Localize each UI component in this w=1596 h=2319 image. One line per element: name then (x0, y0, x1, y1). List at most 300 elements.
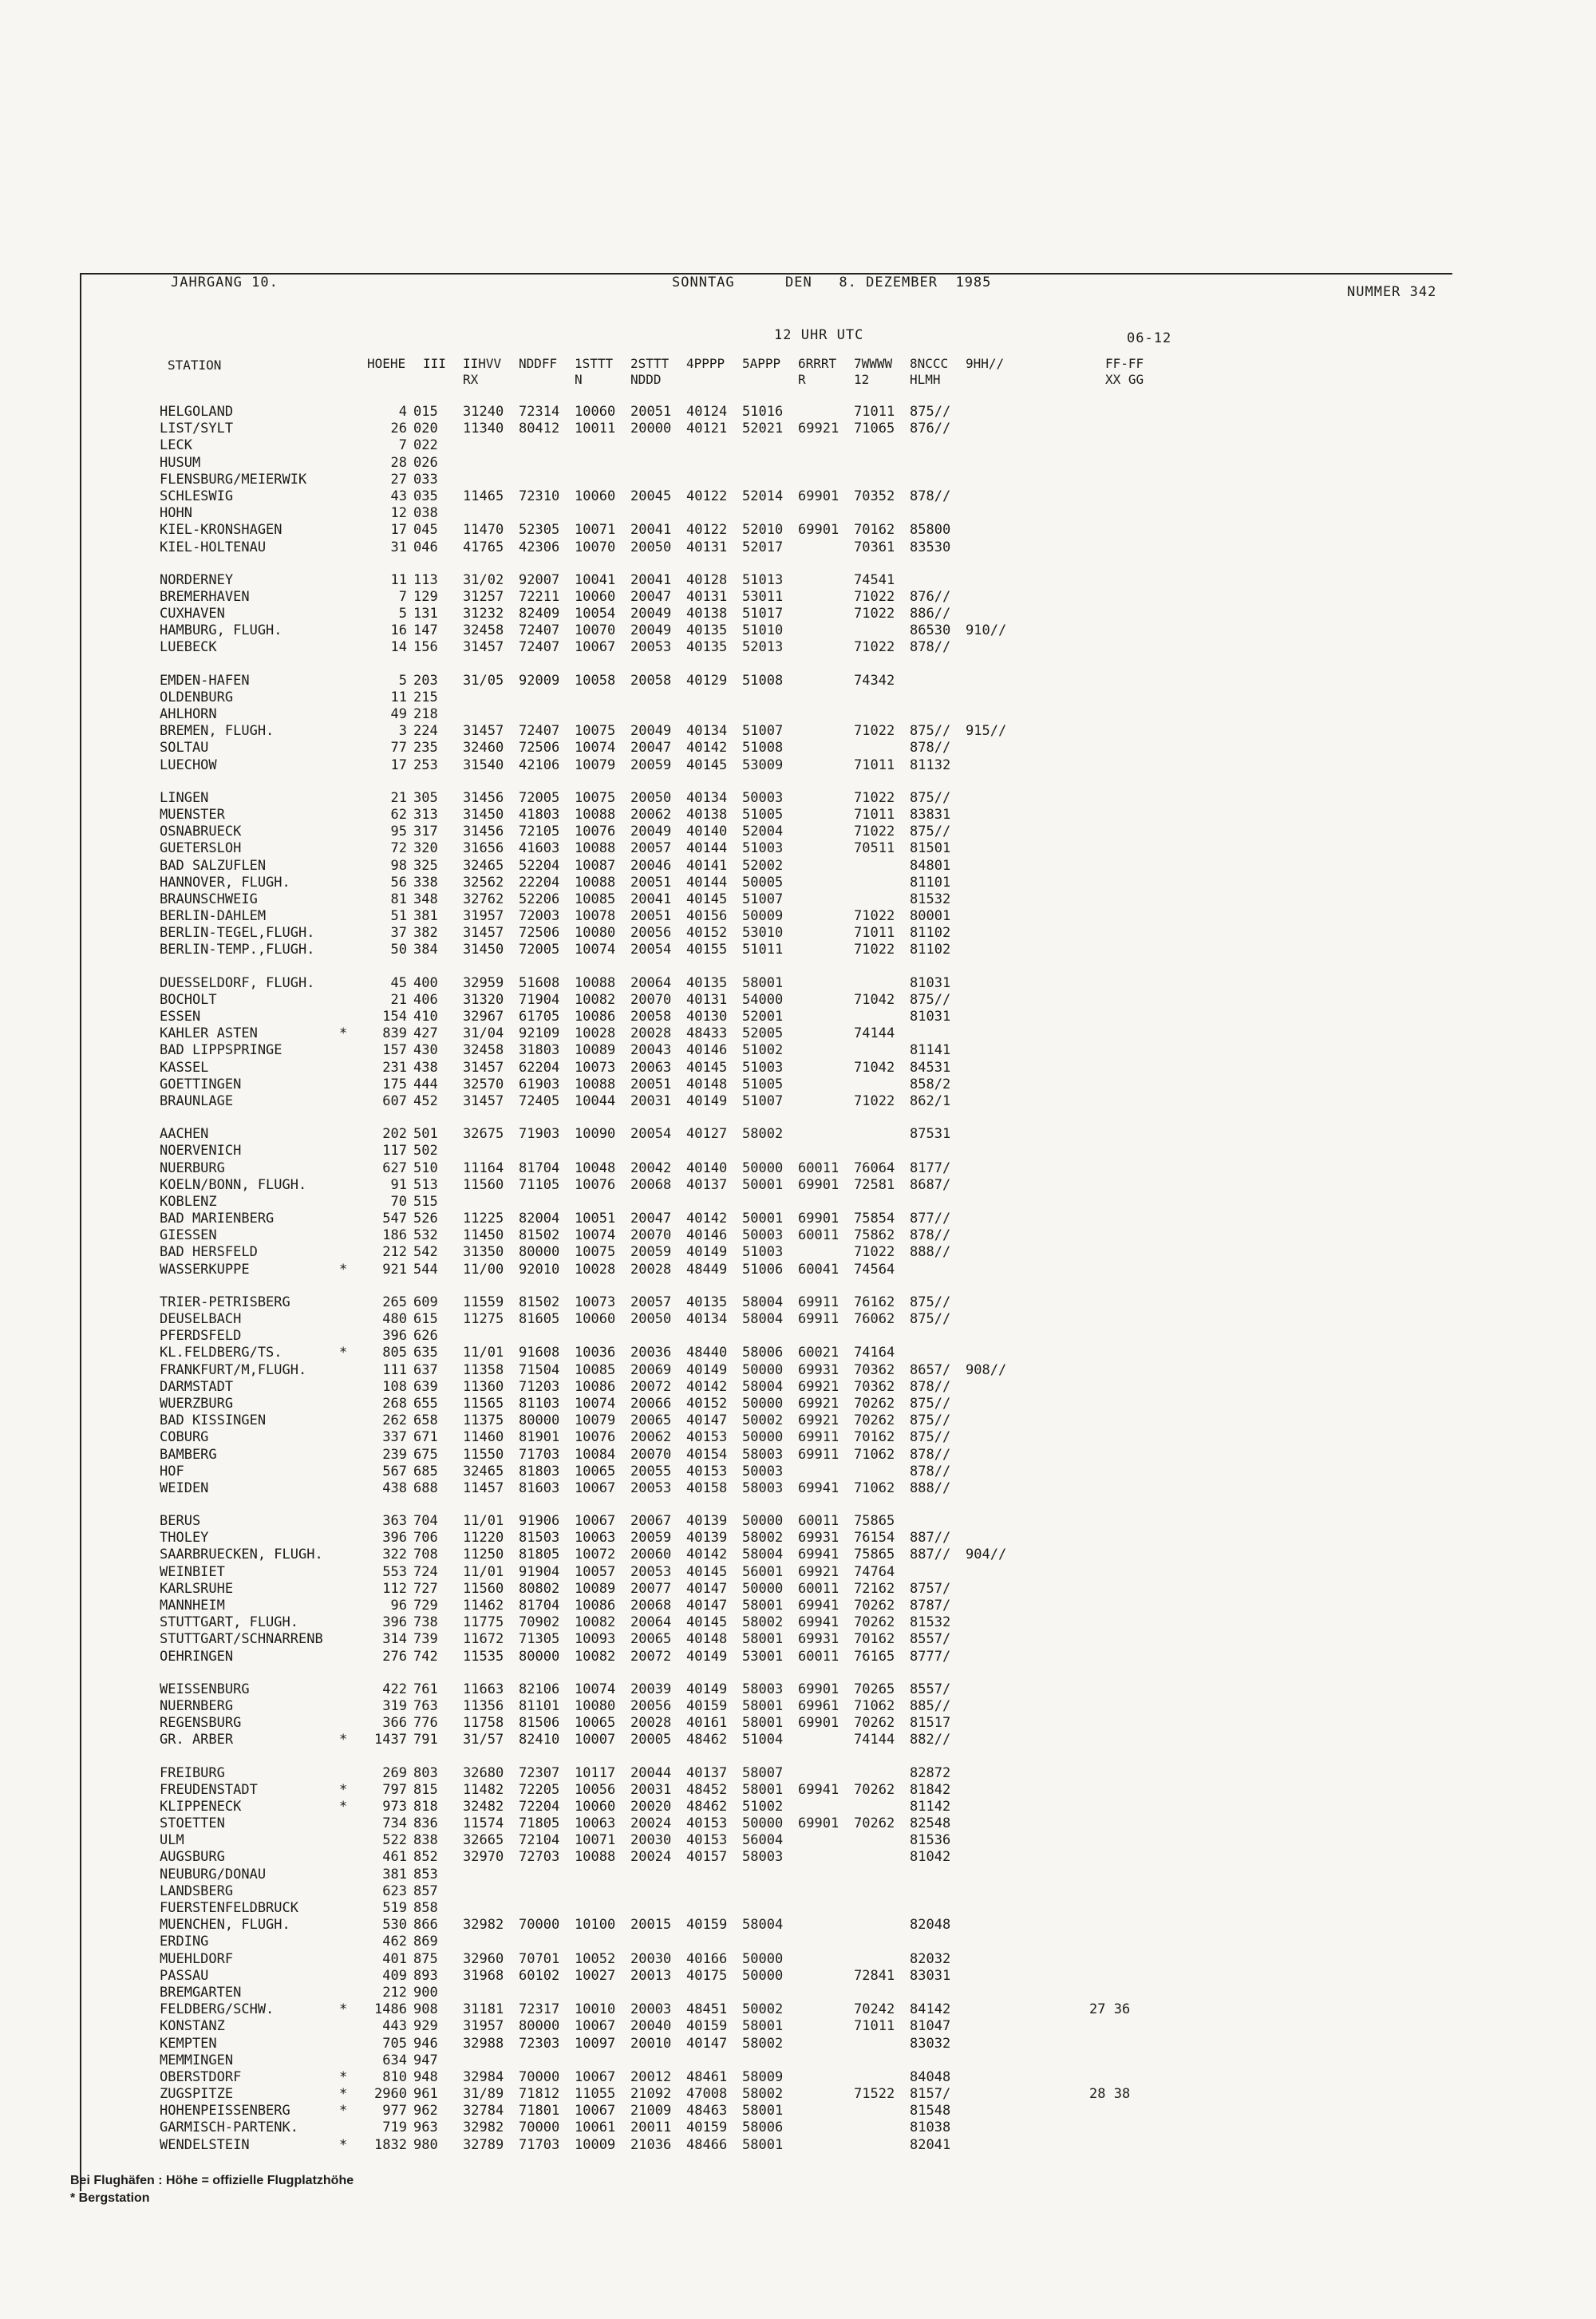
group-5: 40175 (686, 1967, 728, 1984)
group-2: 91904 (519, 1563, 560, 1580)
group-8: 75854 (854, 1211, 895, 1227)
group-5: 40131 (686, 588, 728, 605)
group-1: 11460 (463, 1429, 504, 1446)
group-8: 74764 (854, 1563, 895, 1580)
group-1: 11470 (463, 522, 504, 539)
group-6: 52013 (742, 639, 784, 656)
station-id: 544 (413, 1261, 438, 1278)
group-2: 41603 (519, 840, 560, 857)
group-6: 50001 (742, 1176, 784, 1193)
group-4: 20010 (630, 2035, 672, 2052)
group-4: 20047 (630, 740, 672, 757)
group-2: 72317 (519, 2001, 560, 2018)
group-4: 21036 (630, 2136, 672, 2153)
group-3: 10067 (575, 1479, 616, 1496)
group-6: 50003 (742, 1463, 784, 1479)
station-height: 422 (382, 1681, 407, 1697)
group-5: 40135 (686, 622, 728, 639)
group-1: 11450 (463, 1227, 504, 1244)
station-height: 154 (382, 1009, 407, 1025)
group-3: 10075 (575, 723, 616, 740)
group-3: 10082 (575, 991, 616, 1008)
station-id: 129 (413, 588, 438, 605)
table-row (160, 2069, 1357, 2086)
table-row (160, 1379, 1357, 1396)
group-2: 72407 (519, 639, 560, 656)
column-2sttt: 2STTT NDDD (630, 356, 670, 387)
group-8: 71062 (854, 1446, 895, 1463)
group-1: 32458 (463, 622, 504, 639)
table-row (160, 421, 1357, 437)
group-3: 10086 (575, 1378, 616, 1395)
group-3: 10072 (575, 1547, 616, 1563)
station-height: 17 (390, 522, 407, 539)
station-name: BAD MARIENBERG (160, 1211, 275, 1227)
group-9: 878// (910, 1227, 951, 1244)
station-height: 12 (390, 505, 407, 522)
group-2: 80000 (519, 1244, 560, 1261)
group-1: 11/01 (463, 1563, 504, 1580)
table-row (160, 522, 1357, 539)
station-name: HOHENPEISSENBERG (160, 2103, 290, 2119)
table-row (160, 1631, 1357, 1648)
station-id: 253 (413, 757, 438, 773)
mountain-marker: * (339, 1798, 348, 1815)
group-2: 70701 (519, 1950, 560, 1967)
group-5: 47008 (686, 2086, 728, 2103)
group-6: 51005 (742, 806, 784, 823)
table-row (160, 740, 1357, 757)
group-3: 10067 (575, 2018, 616, 2035)
group-1: 31656 (463, 840, 504, 857)
group-3: 11055 (575, 2086, 616, 2103)
group-6: 58004 (742, 1378, 784, 1395)
group-9: 876// (910, 588, 951, 605)
group-9: 81548 (910, 2103, 951, 2119)
station-name: BREMERHAVEN (160, 588, 250, 605)
group-7: 60021 (798, 1345, 839, 1361)
table-row (160, 505, 1357, 522)
group-1: 11775 (463, 1614, 504, 1631)
group-3: 10086 (575, 1009, 616, 1025)
station-name: STUTTGART/SCHNARRENB (160, 1631, 323, 1648)
group-1: 11535 (463, 1648, 504, 1665)
group-4: 20064 (630, 1614, 672, 1631)
group-2: 81605 (519, 1311, 560, 1327)
group-4: 20077 (630, 1580, 672, 1597)
group-5: 40139 (686, 1530, 728, 1547)
table-row (160, 488, 1357, 505)
station-id: 526 (413, 1211, 438, 1227)
group-3: 10058 (575, 672, 616, 689)
group-9: 81101 (910, 874, 951, 891)
station-name: DEUSELBACH (160, 1311, 242, 1327)
group-1: 32482 (463, 1798, 504, 1815)
group-1: 31/04 (463, 1025, 504, 1042)
group-1: 11225 (463, 1211, 504, 1227)
group-4: 20030 (630, 1832, 672, 1849)
station-name: WEISSENBURG (160, 1681, 250, 1697)
table-row (160, 1177, 1357, 1194)
group-1: 11/01 (463, 1345, 504, 1361)
station-name: KASSEL (160, 1059, 209, 1076)
group-5: 48440 (686, 1345, 728, 1361)
table-row (160, 1564, 1357, 1581)
group-3: 10088 (575, 840, 616, 857)
group-8: 70262 (854, 1395, 895, 1412)
group-9: 84048 (910, 2068, 951, 2085)
station-height: 117 (382, 1143, 407, 1160)
station-height: 3 (398, 723, 407, 740)
group-3: 10093 (575, 1631, 616, 1648)
group-5: 40161 (686, 1715, 728, 1732)
group-6: 51003 (742, 1244, 784, 1261)
table-row (160, 891, 1357, 908)
station-height: 212 (382, 1984, 407, 2001)
group-6: 58006 (742, 2119, 784, 2136)
group-4: 20046 (630, 857, 672, 874)
group-5: 48462 (686, 1732, 728, 1748)
group-2: 81502 (519, 1294, 560, 1310)
table-row (160, 539, 1357, 556)
group-9: 8557/ (910, 1631, 951, 1648)
group-5: 40159 (686, 2018, 728, 2035)
group-8: 74342 (854, 672, 895, 689)
group-2: 72104 (519, 1832, 560, 1849)
group-4: 20028 (630, 1261, 672, 1278)
group-1: 11565 (463, 1395, 504, 1412)
group-9: 81132 (910, 757, 951, 773)
table-row (160, 1815, 1357, 1832)
group-1: 11465 (463, 488, 504, 504)
station-height: 98 (390, 857, 407, 874)
group-5: 40130 (686, 1009, 728, 1025)
group-3: 10076 (575, 824, 616, 840)
group-4: 20069 (630, 1361, 672, 1378)
station-height: 96 (390, 1598, 407, 1614)
group-6: 52005 (742, 1025, 784, 1042)
group-5: 40156 (686, 908, 728, 925)
group-8: 75862 (854, 1227, 895, 1244)
station-height: 21 (390, 789, 407, 806)
station-id: 501 (413, 1126, 438, 1143)
station-height: 45 (390, 974, 407, 991)
ff-range-label: 06-12 (1127, 330, 1172, 346)
group-3: 10070 (575, 622, 616, 639)
station-height: 50 (390, 942, 407, 958)
group-3: 10074 (575, 1227, 616, 1244)
station-group (160, 673, 1357, 774)
station-name: KARLSRUHE (160, 1580, 234, 1597)
station-id: 338 (413, 874, 438, 891)
group-7: 69911 (798, 1311, 839, 1327)
table-row (160, 1765, 1357, 1782)
table-row (160, 1530, 1357, 1547)
station-group (160, 1513, 1357, 1665)
group-3: 10088 (575, 806, 616, 823)
group-2: 72314 (519, 404, 560, 420)
station-id: 320 (413, 840, 438, 857)
station-height: 51 (390, 908, 407, 925)
station-id: 452 (413, 1092, 438, 1109)
table-row (160, 1126, 1357, 1143)
station-height: 719 (382, 2119, 407, 2136)
group-9: 85800 (910, 522, 951, 539)
group-2: 72005 (519, 942, 560, 958)
station-id: 542 (413, 1244, 438, 1261)
group-5: 40146 (686, 1227, 728, 1244)
group-3: 10087 (575, 857, 616, 874)
station-height: 366 (382, 1715, 407, 1732)
group-4: 20055 (630, 1463, 672, 1479)
station-id: 875 (413, 1950, 438, 1967)
group-2: 80000 (519, 2018, 560, 2035)
group-5: 40153 (686, 1463, 728, 1479)
group-4: 20065 (630, 1631, 672, 1648)
group-3: 10088 (575, 1849, 616, 1866)
group-6: 50003 (742, 1227, 784, 1244)
station-height: 265 (382, 1294, 407, 1310)
table-row (160, 1951, 1357, 1968)
group-5: 40129 (686, 672, 728, 689)
station-name: KL.FELDBERG/TS. (160, 1345, 282, 1361)
group-9: 875// (910, 991, 951, 1008)
station-height: 522 (382, 1832, 407, 1849)
group-5: 48452 (686, 1781, 728, 1798)
column-8nccc: 8NCCC HLMH (910, 356, 949, 387)
group-1: 31257 (463, 588, 504, 605)
group-2: 72204 (519, 1798, 560, 1815)
group-5: 40134 (686, 1311, 728, 1327)
station-name: KIEL-KRONSHAGEN (160, 522, 282, 539)
group-1: 31457 (463, 723, 504, 740)
table-row (160, 1412, 1357, 1429)
station-name: MANNHEIM (160, 1598, 225, 1614)
group-1: 31/02 (463, 571, 504, 588)
station-height: 705 (382, 2035, 407, 2052)
group-8: 76064 (854, 1160, 895, 1176)
group-5: 40121 (686, 421, 728, 437)
station-name: LECK (160, 437, 192, 454)
group-4: 21092 (630, 2086, 672, 2103)
station-height: 5 (398, 672, 407, 689)
group-8: 75865 (854, 1547, 895, 1563)
station-group (160, 790, 1357, 959)
group-3: 10011 (575, 421, 616, 437)
column-hoehe: HOEHE (367, 356, 406, 371)
group-8: 71522 (854, 2086, 895, 2103)
station-height: 27 (390, 471, 407, 488)
column-iii: III (423, 356, 446, 371)
table-row (160, 472, 1357, 488)
group-9: 81042 (910, 1849, 951, 1866)
station-id: 515 (413, 1193, 438, 1210)
group-1: 31456 (463, 789, 504, 806)
group-3: 10076 (575, 1429, 616, 1446)
station-id: 438 (413, 1059, 438, 1076)
group-4: 20051 (630, 404, 672, 420)
station-name: MEMMINGEN (160, 2052, 234, 2068)
group-8: 71011 (854, 757, 895, 773)
group-1: 31540 (463, 757, 504, 773)
group-2: 72211 (519, 588, 560, 605)
group-8: 70242 (854, 2001, 895, 2018)
group-6: 51003 (742, 1059, 784, 1076)
station-height: 112 (382, 1580, 407, 1597)
group-5: 48462 (686, 1798, 728, 1815)
group-8: 72162 (854, 1580, 895, 1597)
group-7: 69901 (798, 1681, 839, 1697)
station-id: 866 (413, 1917, 438, 1934)
group-5: 40145 (686, 1614, 728, 1631)
observation-time: 12 UHR UTC (774, 327, 864, 343)
group-3: 10061 (575, 2119, 616, 2136)
table-row (160, 1883, 1357, 1900)
station-height: 62 (390, 806, 407, 823)
group-4: 20050 (630, 789, 672, 806)
group-2: 80802 (519, 1580, 560, 1597)
group-6: 51007 (742, 891, 784, 907)
station-name: CUXHAVEN (160, 606, 225, 622)
group-9: 875// (910, 1395, 951, 1412)
group-9: 888// (910, 1479, 951, 1496)
group-5: 40138 (686, 806, 728, 823)
station-height: 322 (382, 1547, 407, 1563)
group-6: 52002 (742, 857, 784, 874)
group-7: 69911 (798, 1294, 839, 1310)
station-height: 396 (382, 1530, 407, 1547)
group-5: 40127 (686, 1126, 728, 1143)
station-id: 838 (413, 1832, 438, 1849)
group-2: 22204 (519, 874, 560, 891)
station-id: 727 (413, 1580, 438, 1597)
group-2: 41803 (519, 806, 560, 823)
group-2: 81805 (519, 1547, 560, 1563)
table-row (160, 1698, 1357, 1715)
station-height: 95 (390, 824, 407, 840)
station-height: 108 (382, 1378, 407, 1395)
station-id: 857 (413, 1882, 438, 1899)
group-3: 10100 (575, 1917, 616, 1934)
station-table (160, 404, 1357, 2170)
station-id: 655 (413, 1395, 438, 1412)
group-6: 54000 (742, 991, 784, 1008)
station-height: 276 (382, 1648, 407, 1665)
group-1: 31957 (463, 2018, 504, 2035)
station-id: 724 (413, 1563, 438, 1580)
station-height: 4 (398, 404, 407, 420)
group-5: 40159 (686, 1697, 728, 1714)
station-height: 567 (382, 1463, 407, 1479)
group-4: 20011 (630, 2119, 672, 2136)
group-8: 71065 (854, 421, 895, 437)
station-name: DARMSTADT (160, 1378, 234, 1395)
group-6: 51017 (742, 606, 784, 622)
group-1: 32982 (463, 1917, 504, 1934)
station-height: 175 (382, 1076, 407, 1092)
station-id: 510 (413, 1160, 438, 1176)
group-5: 40145 (686, 757, 728, 773)
group-1: 31/57 (463, 1732, 504, 1748)
table-row (160, 2052, 1357, 2069)
group-4: 20050 (630, 539, 672, 555)
group-5: 40124 (686, 404, 728, 420)
table-row (160, 1581, 1357, 1598)
station-name: AACHEN (160, 1126, 209, 1143)
group-5: 40145 (686, 1059, 728, 1076)
station-height: 262 (382, 1412, 407, 1429)
station-id: 235 (413, 740, 438, 757)
table-row (160, 2103, 1357, 2119)
station-id: 818 (413, 1798, 438, 1815)
table-row (160, 1732, 1357, 1748)
group-2: 71703 (519, 2136, 560, 2153)
station-id: 020 (413, 421, 438, 437)
table-row (160, 1480, 1357, 1497)
group-9: 875// (910, 723, 951, 740)
group-6: 58004 (742, 1311, 784, 1327)
station-height: 31 (390, 539, 407, 555)
station-id: 729 (413, 1598, 438, 1614)
group-3: 10070 (575, 539, 616, 555)
group-7: 69921 (798, 1395, 839, 1412)
group-2: 72405 (519, 1092, 560, 1109)
group-2: 52305 (519, 522, 560, 539)
group-6: 58003 (742, 1446, 784, 1463)
group-4: 20058 (630, 1009, 672, 1025)
group-7: 69911 (798, 1429, 839, 1446)
group-8: 76162 (854, 1294, 895, 1310)
group-6: 58009 (742, 2068, 784, 2085)
table-row (160, 2119, 1357, 2136)
group-7: 69911 (798, 1446, 839, 1463)
group-6: 51006 (742, 1261, 784, 1278)
group-8: 70262 (854, 1815, 895, 1832)
group-9: 875// (910, 824, 951, 840)
table-row (160, 875, 1357, 891)
station-id: 869 (413, 1934, 438, 1950)
group-1: 11358 (463, 1361, 504, 1378)
station-name: AHLHORN (160, 706, 217, 722)
group-6: 51013 (742, 571, 784, 588)
group-6: 51008 (742, 672, 784, 689)
group-5: 40144 (686, 840, 728, 857)
group-4: 20049 (630, 622, 672, 639)
group-2: 72506 (519, 925, 560, 942)
group-9: 8777/ (910, 1648, 951, 1665)
group-6: 58002 (742, 1530, 784, 1547)
group-4: 20005 (630, 1732, 672, 1748)
group-1: 11/01 (463, 1513, 504, 1530)
group-3: 10027 (575, 1967, 616, 1984)
group-2: 80412 (519, 421, 560, 437)
group-8: 76165 (854, 1648, 895, 1665)
group-1: 31181 (463, 2001, 504, 2018)
station-id: 688 (413, 1479, 438, 1496)
table-row (160, 1782, 1357, 1799)
group-2: 72310 (519, 488, 560, 504)
table-row (160, 2137, 1357, 2154)
group-7: 69901 (798, 1715, 839, 1732)
group-3: 10080 (575, 925, 616, 942)
group-2: 80000 (519, 1648, 560, 1665)
group-7: 60011 (798, 1513, 839, 1530)
group-2: 52204 (519, 857, 560, 874)
group-8: 71011 (854, 2018, 895, 2035)
group-5: 40145 (686, 1563, 728, 1580)
station-name: NUERNBERG (160, 1697, 234, 1714)
table-row (160, 1093, 1357, 1110)
